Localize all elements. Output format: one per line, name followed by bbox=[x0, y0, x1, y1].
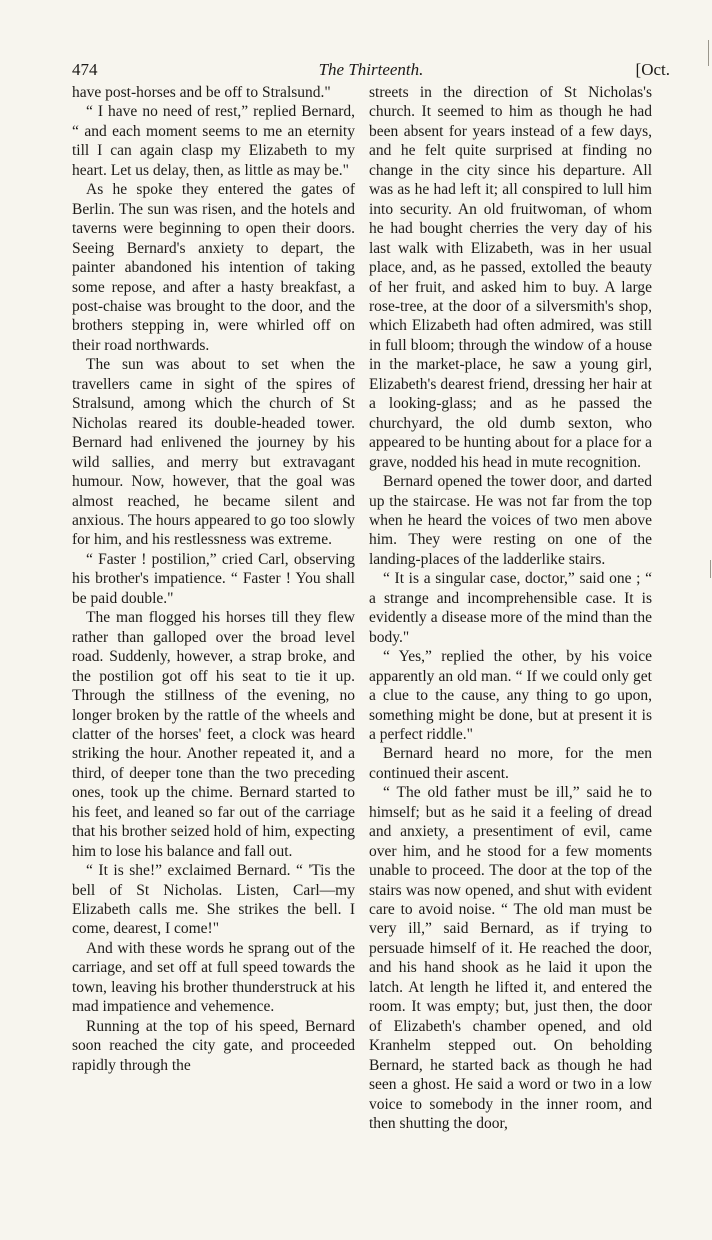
paragraph: “ Yes,” replied the other, by his voice apparently an old man. “ If we could only get a clue to the cause, any thing to go upon, something might be done, but at present it is a perfect riddle." bbox=[369, 648, 652, 743]
paragraph: “ It is a singular case, doctor,” said one ; “ a strange and incomprehensible case. It is evidently a disease more of the mind than the body." bbox=[369, 570, 652, 646]
page-edge-mark bbox=[708, 40, 709, 66]
paragraph: As he spoke they entered the gates of Berlin. The sun was risen, and the hotels and taverns were beginning to open their doors. Seeing Bernard's anxiety to depart, the painter abandoned his intention of taking some repose, and after a hasty breakfast, a post-chaise was brought to the door, and the brothers stepping in, were whirled off on their road northwards. bbox=[72, 181, 355, 354]
paragraph: have post-horses and be off to Stralsund." bbox=[72, 84, 331, 101]
paragraph: The sun was about to set when the travellers came in sight of the spires of Stralsund, among which the church of St Nicholas reared its double-headed tower. Bernard had enlivened the journey by his wild sallies, and merry but extravagant humour. Now, however, that the goal was almost reached, he became silent and anxious. The hours appeared to go too slowly for him, and his restlessness was extreme. bbox=[72, 356, 355, 549]
paragraph: “ The old father must be ill,” said he to himself; but as he said it a feeling of dread and anxiety, a presentiment of evil, came over him, and he stood for a few moments unable to proceed. The door at the top of the stairs was now opened, and shut with evident care to avoid noise. “ The old man must be very ill,” said Bernard, as if trying to persuade himself of it. He reached the door, and his hand shook as he laid it upon the latch. At length he lifted it, and entered the room. It was empty; but, just then, the door of Elizabeth's chamber opened, and old Kranhelm stepped out. On beholding Bernard, he started back as though he had seen a ghost. He said a word or two in a low voice to somebody in the inner room, and then shutting the door, bbox=[369, 784, 652, 1133]
paragraph: And with these words he sprang out of the carriage, and set off at full speed towards the town, leaving his brother thunderstruck at his mad impatience and vehemence. bbox=[72, 939, 355, 1016]
paragraph: “ I have no need of rest,” replied Bernard, “ and each moment seems to me an eternity till I can again clasp my Elizabeth to my heart. Let us delay, then, as little as may be." bbox=[72, 103, 355, 179]
paragraph: “ Faster ! postilion,” cried Carl, observing his brother's impatience. “ Faster ! You shall be paid double." bbox=[72, 550, 355, 607]
paragraph: The man flogged his horses till they flew rather than galloped over the broad level road. Suddenly, however, a strap broke, and the postilion got off his seat to tie it up. Through the stillness of the evening, no longer broken by the rattle of the wheels and clatter of the horses' feet, a clock was heard striking the hour. Another repeated it, and a third, of deeper tone than the two preceding ones, took up the chime. Bernard started to his feet, and leaned so far out of the carriage that his brother seized hold of him, expecting him to lose his balance and fall out. bbox=[72, 609, 355, 860]
paragraph: “ It is she!” exclaimed Bernard. “ 'Tis the bell of St Nicholas. Listen, Carl—my Elizabeth calls me. She strikes the bell. I come, dearest, I come!" bbox=[72, 862, 355, 938]
page-number: 474 bbox=[72, 60, 98, 79]
running-title: The Thirteenth. bbox=[318, 60, 424, 79]
right-column bbox=[369, 83, 652, 1133]
paragraph: Bernard heard no more, for the men continued their ascent. bbox=[369, 745, 652, 782]
paragraph: Running at the top of his speed, Bernard soon reached the city gate, and proceeded rapidly through the bbox=[72, 1017, 355, 1074]
left-column bbox=[72, 83, 355, 1075]
paragraph: streets in the direction of St Nicholas's church. It seemed to him as though he had been absent for years instead of a few days, and he felt quite surprised at finding no change in the city since his departure. All was as he had left it; all conspired to lull him into security. An old fruitwoman, of whom he had bought cherries the very day of his last walk with Elizabeth, was in her usual place, and, as he passed, extolled the beauty of her fruit, and asked him to buy. A large rose-tree, at the door of a silversmith's shop, which Elizabeth had often admired, was still in full bloom; through the window of a house in the market-place, he saw a young girl, Elizabeth's dearest friend, dressing her hair at a looking-glass; and as he passed the churchyard, the old dumb sexton, who appeared to be hunting about for a place for a grave, nodded his head in mute recognition. bbox=[369, 84, 652, 471]
running-month: [Oct. bbox=[635, 60, 670, 79]
page-header bbox=[72, 60, 670, 84]
page-edge-mark bbox=[710, 560, 711, 578]
paragraph: Bernard opened the tower door, and darted up the staircase. He was not far from the top when he heard the voices of two men above him. They were resting on one of the landing-places of the ladderlike stairs. bbox=[369, 473, 652, 568]
